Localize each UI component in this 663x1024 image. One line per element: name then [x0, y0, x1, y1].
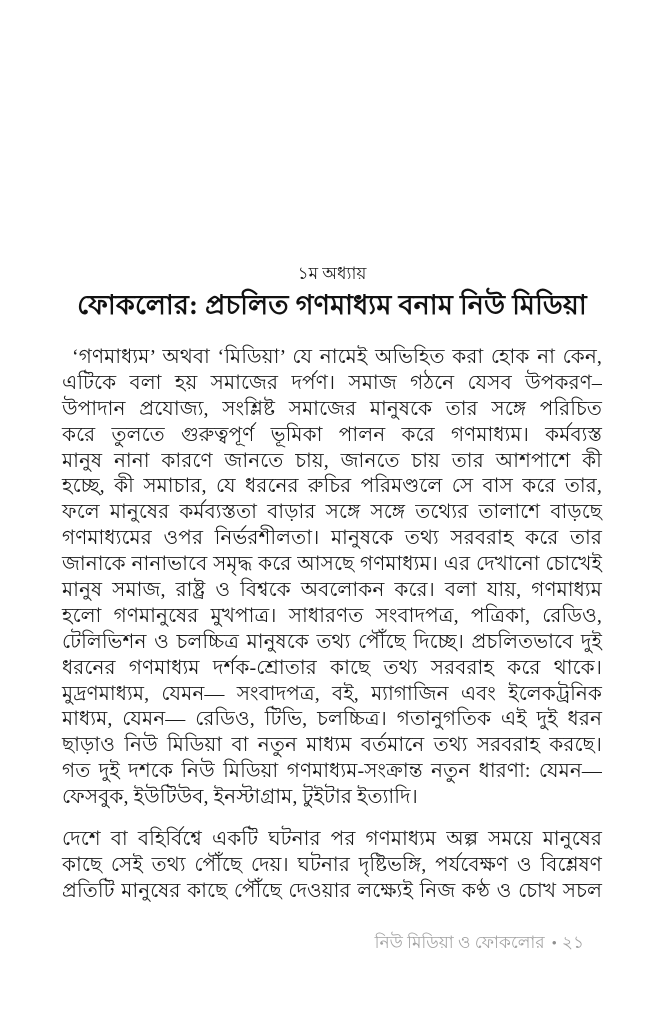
text-line: কাছে সেই তথ্য পৌঁছে দেয়। ঘটনার দৃষ্টিভঙ্গি, পর্যবেক্ষণ ও বিশ্লেষণ: [62, 853, 602, 876]
page-number: ২১: [561, 933, 584, 952]
text-line: ‘গণমাধ্যম’ অথবা ‘মিডিয়া’ যে নামেই অভিহিত করা হোক না কেন,: [72, 346, 602, 368]
chapter-label: ১ম অধ্যায়: [297, 264, 367, 283]
text-line: মানুষ নানা কারণে জানতে চায়, জানতে চায় তার আশপাশে কী: [62, 449, 602, 472]
text-line: ছাড়াও নিউ মিডিয়া বা নতুন মাধ্যম বর্তমানে তথ্য সরবরাহ করছে।: [62, 734, 602, 757]
text-line: হচ্ছে, কী সমাচার, যে ধরনের রুচির পরিমণ্ডলে সে বাস করে তার,: [62, 475, 602, 498]
text-line: এটিকে বলা হয় সমাজের দর্পণ। সমাজ গঠনে যেসব উপকরণ–: [62, 371, 602, 394]
page-title: ফোকলোর: প্রচলিত গণমাধ্যম বনাম নিউ মিডিয়া: [77, 290, 587, 320]
text-line: জানাকে নানাভাবে সমৃদ্ধ করে আসছে গণমাধ্যম। এর দেখানো চোখেই: [62, 553, 602, 576]
text-line: ফলে মানুষের কর্মব্যস্ততা বাড়ার সঙ্গে সঙ্গে তথ্যের তালাশে বাড়ছে: [62, 501, 602, 524]
paragraph: [62, 827, 602, 905]
text-line: উপাদান প্রযোজ্য, সংশ্লিষ্ট সমাজের মানুষকে তার সঙ্গে পরিচিত: [62, 397, 602, 420]
text-line: মুদ্রণমাধ্যম, যেমন— সংবাদপত্র, বই, ম্যাগাজিন এবং ইলেকট্রনিক: [62, 682, 602, 705]
text-line: ধরনের গণমাধ্যম দর্শক-শ্রোতার কাছে তথ্য সরবরাহ করে থাকে।: [62, 656, 602, 679]
page-footer: [375, 931, 584, 956]
text-line: টেলিভিশন ও চলচ্চিত্র মানুষকে তথ্য পৌঁছে দিচ্ছে। প্রচলিতভাবে দুই: [62, 630, 602, 653]
text-line: প্রতিটি মানুষের কাছে পৌঁছে দেওয়ার লক্ষ্যেই নিজ কণ্ঠ ও চোখ সচল: [62, 879, 602, 902]
text-line: দেশে বা বহির্বিশ্বে একটি ঘটনার পর গণমাধ্যম অল্প সময়ে মানুষের: [62, 828, 602, 851]
paragraph: [62, 345, 602, 811]
bullet-separator: •: [551, 936, 557, 952]
running-title: নিউ মিডিয়া ও ফোকলোর: [374, 933, 545, 952]
text-line: ফেসবুক, ইউটিউব, ইনস্টাগ্রাম, টুইটার ইত্যাদি।: [62, 786, 418, 809]
text-line: হলো গণমানুষের মুখপাত্র। সাধারণত সংবাদপত্র, পত্রিকা, রেডিও,: [62, 604, 602, 627]
text-line: মাধ্যম, যেমন— রেডিও, টিভি, চলচ্চিত্র। গতানুগতিক এই দুই ধরন: [62, 708, 602, 731]
text-line: মানুষ সমাজ, রাষ্ট্র ও বিশ্বকে অবলোকন করে। বলা যায়, গণমাধ্যম: [62, 579, 602, 602]
text-line: গণমাধ্যমের ওপর নির্ভরশীলতা। মানুষকে তথ্য সরবরাহ করে তার: [62, 527, 602, 550]
text-line: গত দুই দশকে নিউ মিডিয়া গণমাধ্যম-সংক্রান্ত নতুন ধারণা: যেমন—: [62, 760, 602, 783]
page-content: [62, 263, 602, 905]
text-line: করে তুলতে গুরুত্বপূর্ণ ভূমিকা পালন করে গণমাধ্যম। কর্মব্যস্ত: [62, 423, 602, 446]
